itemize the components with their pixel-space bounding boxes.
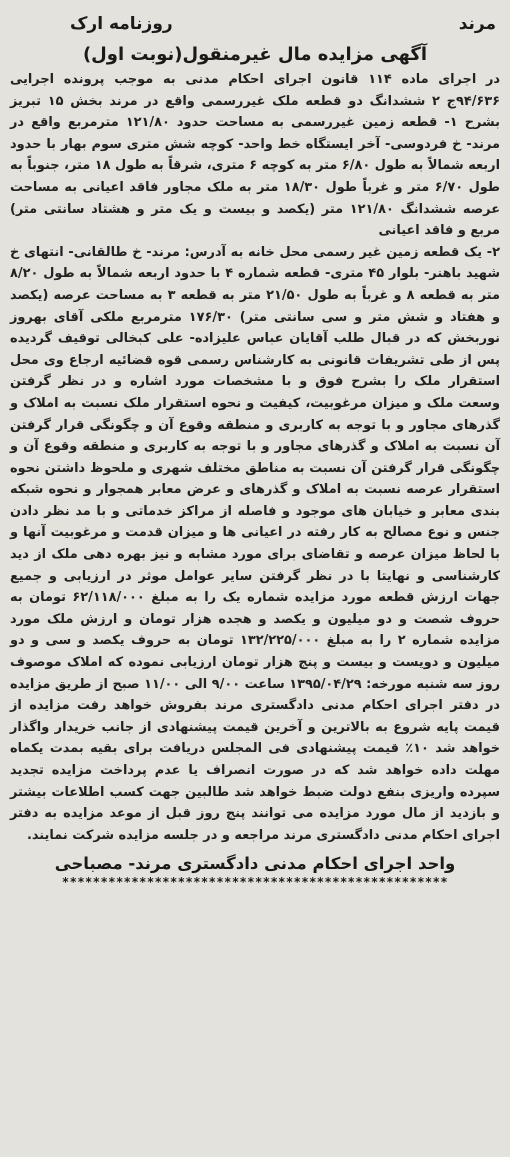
- notice-title: آگهی مزایده مال غیرمنقول(نوبت اول): [82, 44, 428, 65]
- notice-paragraph-1: در اجرای ماده ۱۱۴ قانون اجرای احکام مدنی به موجب پرونده اجرایی ۹۴/۶۳۶ج ۲ ششدانگ دو قطعه ملک غیررسمی واقع در مرند بخش ۱۵ تبریز بشرح ۱- قطعه زمین غیررسمی به مساحت حدود ۱۲۱/۸۰ مترمربع واقع در مرند- خ فردوسی- آخر ایستگاه خط واحد- کوچه شش متری سوم بهار با حدود اربعه شمالاً به طول ۶/۸۰ متر به کوچه ۶ متری، شرقاً به طول ۱۸ متر، جنوباً به طول ۶/۷۰ متر و غرباً طول ۱۸/۳۰ متر به ملک مجاور فاقد اعیانی به مساحت عرصه ششدانگ ۱۲۱/۸۰ متر (یکصد و بیست و یک متر و هشتاد سانتی متر) مربع و فاقد اعیانی: [10, 72, 501, 239]
- clipping-header: [10, 14, 500, 38]
- star-divider: **************************************************: [61, 875, 449, 890]
- notice-body: [10, 69, 500, 846]
- notice-paragraph-2: ۲- یک قطعه زمین غیر رسمی محل خانه به آدرس: مرند- خ طالقانی- انتهای خ شهید باهنر- بلوار ۴۵ متری- قطعه شماره ۴ با حدود اربعه شمالاً به طول ۸/۲۰ متر به قطعه ۸ و غرباً به طول ۲۱/۵۰ متر به قطعه ۳ به مساحت عرصه (یکصد و هفتاد و شش متر و سی سانتی متر) ۱۷۶/۳۰ مترمربع ملکی آقای بهروز نوربخش که در قبال طلب آقایان عباس علیزاده- علی کبخالی توقیف گردیده پس از طی تشریفات قانونی به کارشناس رسمی قوه قضائیه ارجاع وی محل استقرار ملک را بشرح فوق و با مشخصات مورد اشاره و در نظر گرفتن وسعت ملک و میزان مرغوبیت، کیفیت و نحوه استقرار ملک نسبت به املاک و گذرهای مجاور و با توجه به کاربری و منطقه وقوع آن و چگونگی قرار گرفتن آن نسبت به املاک و گذرهای مجاور و با توجه به کاربری و منطقه وقوع آن و چگونگی قرار گرفتن آن نسبت به مناطق مختلف شهری و ملحوظ داشتن نحوه استقرار عرصه نسبت به املاک و گذرهای و عرض معابر همجوار و نحوه شبکه بندی معابر و خیابان های موجود و فاصله از مراکز خدماتی و با مد نظر دادن جنس و نوع مصالح به کار رفته در اعیانی ها و میزان قدمت و مرغوبیت آنها و با لحاظ میزان عرصه و تقاضای برای مورد مشابه و نیز بهره دهی ملک از دید کارشناسی و نهایتا با در نظر گرفتن سایر عوامل موثر در ارزیابی و جمیع جهات ارزش قطعه مورد مزایده شماره یک را به مبلغ ۶۲/۱۱۸/۰۰۰ تومان به حروف شصت و دو میلیون و یکصد و هجده هزار تومان و ارزش ملک مورد مزایده شماره ۲ را به مبلغ ۱۳۲/۲۲۵/۰۰۰ تومان به حروف یکصد و سی و دو میلیون و دویست و بیست و پنج هزار تومان ارزیابی نموده که املاک موصوف روز سه شنبه مورخه: ۱۳۹۵/۰۴/۲۹ ساعت ۹/۰۰ الی ۱۱/۰۰ صبح از طریق مزایده در دفتر اجرای احکام مدنی دادگستری مرند بفروش خواهد رفت مزایده از قیمت پایه شروع به بالاترین و آخرین قیمت پیشنهادی از جانب خریدار واگذار خواهد شد ۱۰٪ قیمت پیشنهادی فی المجلس دریافت برای بقیه بمدت یکماه مهلت داده خواهد شد که در صورت انصراف یا عدم پرداخت مزایده تجدید سپرده واریزی بنفع دولت ضبط خواهد شد طالبین جهت کسب اطلاعات بیشتر و بازدید از مال مورد مزایده می توانند پنج روز قبل از موعد مزایده به دفتر اجرای احکام مدنی دادگستری مرند مراجعه و در جلسه مزایده شرکت نمایند.: [10, 244, 501, 843]
- newspaper-name: روزنامه ارک: [70, 14, 173, 34]
- city-name: مرند: [458, 14, 496, 34]
- notice-signature: واحد اجرای احکام مدنی دادگستری مرند- مصباحی: [54, 854, 456, 874]
